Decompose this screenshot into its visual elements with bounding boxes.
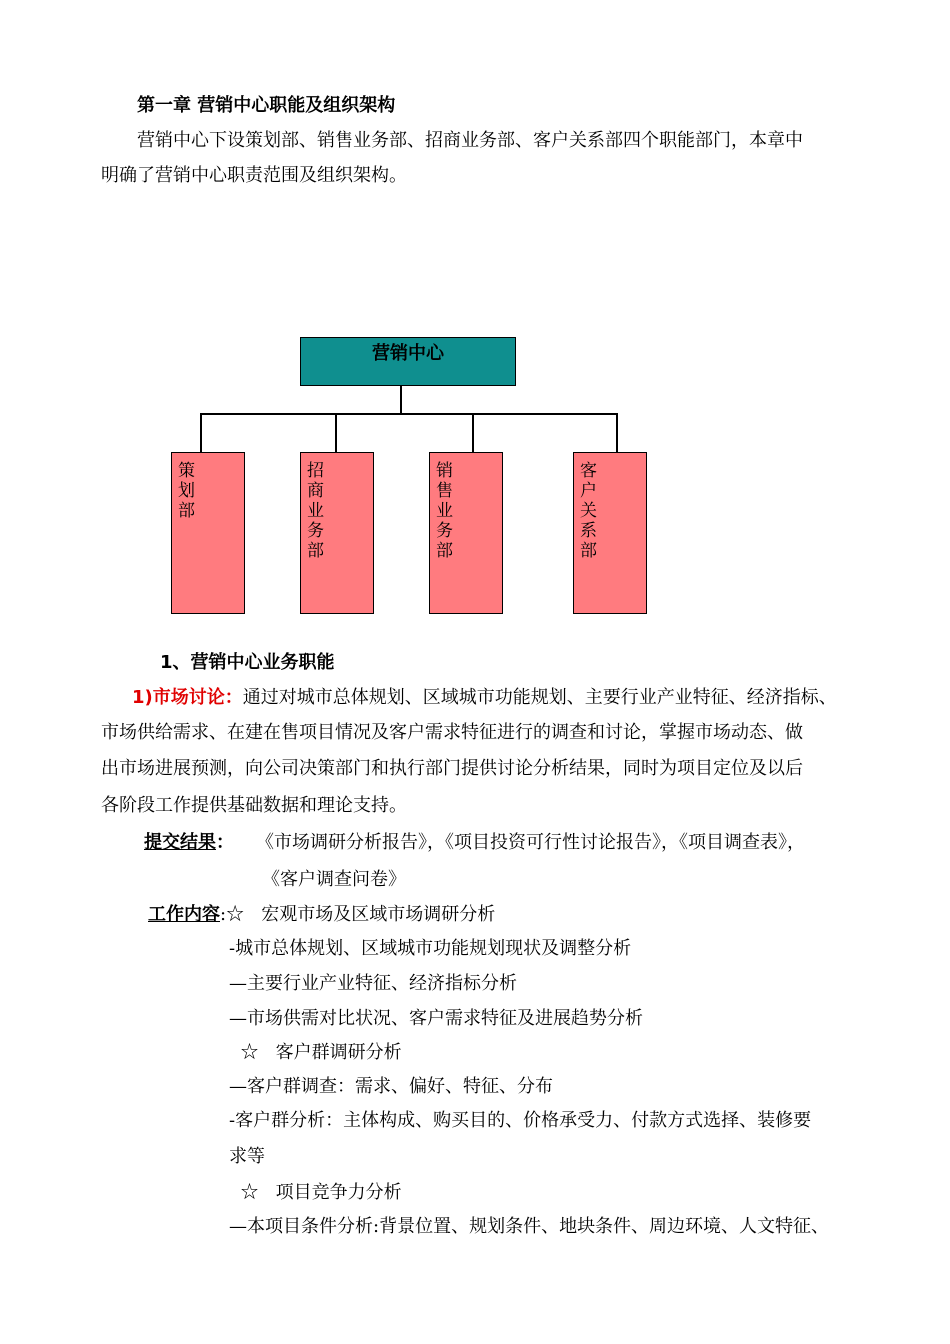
- dept-label: 策划部: [178, 461, 195, 521]
- work-line: —本项目条件分析:背景位置、规划条件、地块条件、周边环境、人文特征、: [229, 1216, 830, 1237]
- connector-dept-3: [472, 413, 474, 452]
- paragraph-line-3: 出市场进展预测，向公司决策部门和执行部门提供讨论分析结果，同时为项目定位及以后: [101, 758, 803, 779]
- work-line: ☆ 项目竞争力分析: [229, 1182, 402, 1203]
- dept-box-sales: [429, 452, 503, 614]
- dept-label: 招商业务部: [307, 461, 324, 561]
- work-line: -城市总体规划、区域城市功能规划现状及调整分析: [229, 938, 632, 959]
- connector-horizontal: [200, 413, 617, 415]
- chapter-title: 第一章 营销中心职能及组织架构: [137, 95, 396, 116]
- submit-results-row: [144, 831, 234, 855]
- work-line: —市场供需对比状况、客户需求特征及进展趋势分析: [229, 1008, 643, 1029]
- paragraph-line-4: 各阶段工作提供基础数据和理论支持。: [101, 795, 407, 816]
- work-first-item: :☆ 宏观市场及区域市场调研分析: [220, 904, 496, 925]
- paragraph-line-2: 市场供给需求、在建在售项目情况及客户需求特征进行的调查和讨论，掌握市场动态、做: [101, 722, 803, 743]
- work-line: ☆ 客户群调研分析: [229, 1042, 402, 1063]
- submit-line-2: 《客户调查问卷》: [262, 869, 406, 890]
- dept-box-customer-relations: [573, 452, 647, 614]
- chapter-intro-line-1: 营销中心下设策划部、销售业务部、招商业务部、客户关系部四个职能部门，本章中: [137, 130, 803, 151]
- dept-box-planning: [171, 452, 245, 614]
- work-label: 工作内容: [148, 904, 220, 925]
- connector-dept-4: [616, 413, 618, 452]
- org-root-label: 营销中心: [372, 343, 444, 364]
- dept-label: 销售业务部: [436, 461, 453, 561]
- org-root-box: [300, 337, 516, 386]
- work-line: -客户群分析：主体构成、购买目的、价格承受力、付款方式选择、装修要: [229, 1110, 812, 1131]
- item-text: 通过对城市总体规划、区域城市功能规划、主要行业产业特征、经济指标、: [242, 687, 837, 708]
- work-line: —主要行业产业特征、经济指标分析: [229, 973, 517, 994]
- work-line: 求等: [229, 1146, 265, 1167]
- submit-colon: ：: [216, 832, 234, 853]
- paragraph-line-1: [132, 686, 837, 710]
- chapter-intro-line-2: 明确了营销中心职责范围及组织架构。: [101, 165, 407, 186]
- submit-line-1: 《市场调研分析报告》，《项目投资可行性讨论报告》，《项目调查表》，: [256, 832, 805, 853]
- dept-label: 客户关系部: [580, 461, 597, 561]
- dept-box-leasing: [300, 452, 374, 614]
- section-heading: 1、营销中心业务职能: [160, 652, 335, 673]
- work-line: —客户群调查：需求、偏好、特征、分布: [229, 1076, 553, 1097]
- submit-label: 提交结果: [144, 832, 216, 853]
- item-label-market-research: 1)市场讨论：: [132, 687, 243, 708]
- connector-dept-1: [200, 413, 202, 452]
- work-content-row: [148, 903, 495, 927]
- connector-dept-2: [335, 413, 337, 452]
- connector-root-vertical: [400, 386, 402, 414]
